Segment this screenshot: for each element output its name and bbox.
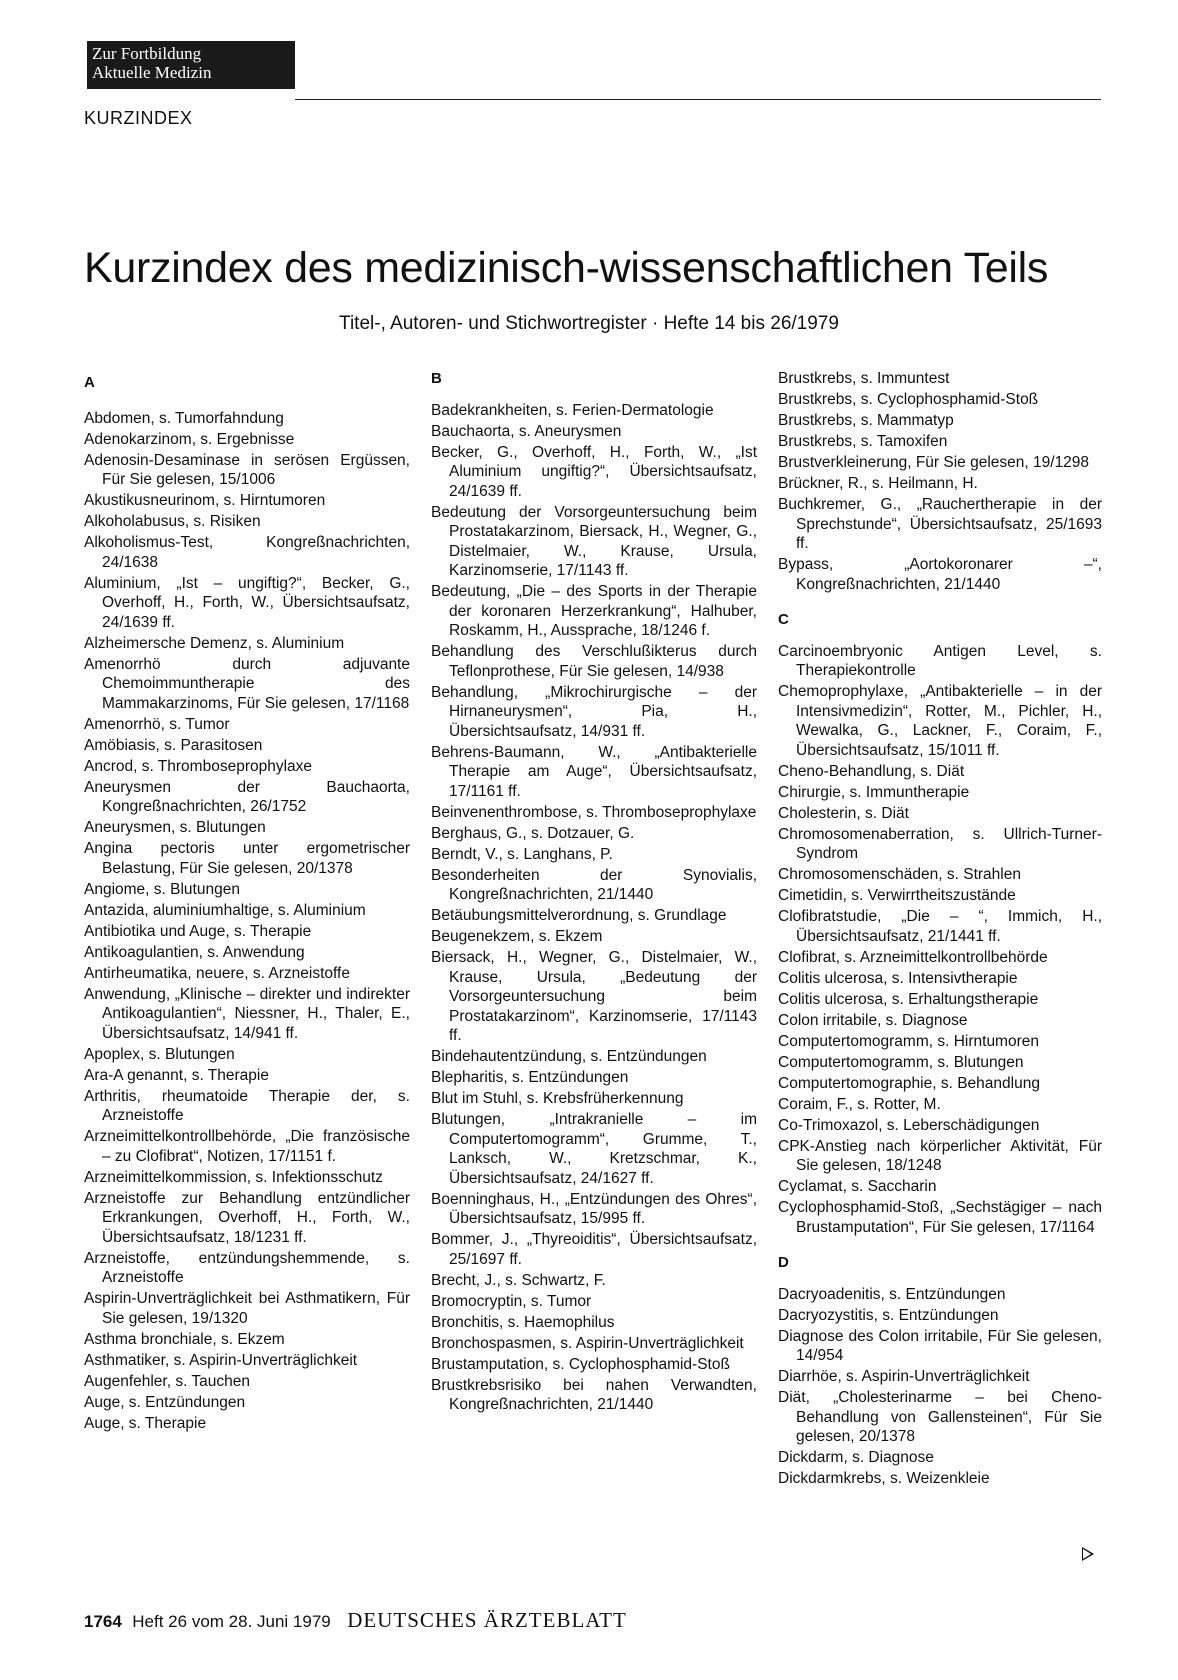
index-entry: Computertomogramm, s. Hirntumoren [778,1032,1039,1050]
index-entry: Abdomen, s. Tumorfahndung [84,409,284,427]
index-entry: Cyclophosphamid-Stoß, „Sechstägiger – nach Brustamputation“, Für Sie gelesen, 17/1164 [778,1199,1102,1236]
index-entry: Chemoprophylaxe, „Antibakterielle – in der Intensivmedizin“, Rotter, M., Pichler, H., Wewalka, G., Lackner, F., Coraim, F., Übersichtsaufsatz, 15/1011 ff. [778,683,1102,759]
index-entry: Blut im Stuhl, s. Krebsfrüherkennung [431,1090,684,1107]
index-entry: Aspirin-Unverträglichkeit bei Asthmatikern, Für Sie gelesen, 19/1320 [84,1290,410,1327]
index-entry: Diagnose des Colon irritabile, Für Sie gelesen, 14/954 [778,1327,1102,1364]
index-entry: Adenosin-Desaminase in serösen Ergüssen, Für Sie gelesen, 15/1006 [84,451,410,488]
index-entry: Carcinoembryonic Antigen Level, s. Therapiekontrolle [778,642,1102,679]
index-entry: Clofibrat, s. Arzneimittelkontrollbehörde [778,948,1048,966]
header-box-line-1: Zur Fortbildung [92,44,202,63]
index-entry: Ancrod, s. Thromboseprophylaxe [84,757,313,775]
index-entry: Computertomogramm, s. Blutungen [778,1053,1024,1071]
index-entry: Behandlung, „Mikrochirurgische – der Hirnaneurysmen“, Pia, H., Übersichtsaufsatz, 14/931 ff. [431,683,757,740]
index-entry: Beinvenenthrombose, s. Thromboseprophylaxe [431,803,757,821]
index-entry: Brustkrebs, s. Tamoxifen [778,433,948,450]
index-entry: Arzneimittelkommission, s. Infektionsschutz [84,1168,383,1186]
index-entry: Brecht, J., s. Schwartz, F. [431,1271,606,1289]
index-entry: Bedeutung der Vorsorgeuntersuchung beim Prostatakarzinom, Biersack, H., Wegner, G., Distelmaier, W., Krause, Ursula, Karzinomserie, 17/1143 ff. [431,503,757,579]
index-entry: Behandlung des Verschlußikterus durch Teflonprothese, Für Sie gelesen, 14/938 [431,643,757,680]
index-entry: Brustkrebsrisiko bei nahen Verwandten, Kongreßnachrichten, 21/1440 [431,1376,757,1413]
index-letter-heading: A [84,374,95,391]
index-column-1 [84,373,410,1435]
index-letter-heading: D [778,1254,789,1271]
index-entry: Augenfehler, s. Tauchen [84,1372,251,1390]
index-entry: Cimetidin, s. Verwirrtheitszustände [778,887,1016,904]
page-footer [84,1608,627,1633]
index-column-3 [778,369,1102,1490]
index-entry: Antibiotika und Auge, s. Therapie [84,922,312,940]
index-entry: Antazida, aluminiumhaltige, s. Aluminium [84,901,366,919]
index-entry: Amenorrhö durch adjuvante Chemoimmuntherapie des Mammakarzinoms, Für Sie gelesen, 17/1168 [84,655,410,712]
index-entry: Aluminium, „Ist – ungiftig?“, Becker, G., Overhoff, H., Forth, W., Übersichtsaufsatz, 24/1639 ff. [84,574,410,631]
header-rule [295,99,1101,100]
index-entry: Brustkrebs, s. Immuntest [778,370,950,387]
page-title: Kurzindex des medizinisch-wissenschaftlichen Teils [84,244,1049,292]
index-entry: Antikoagulantien, s. Anwendung [84,943,305,961]
index-entry: Adenokarzinom, s. Ergebnisse [84,430,295,448]
index-entry: Bindehautentzündung, s. Entzündungen [431,1048,707,1065]
index-entry: Auge, s. Entzündungen [84,1393,246,1411]
index-entry: Colitis ulcerosa, s. Erhaltungstherapie [778,990,1039,1008]
index-entry: Brustkrebs, s. Mammatyp [778,412,954,429]
index-entry: Apoplex, s. Blutungen [84,1045,235,1063]
index-entry: Dickdarm, s. Diagnose [778,1449,934,1466]
index-entry: Bauchaorta, s. Aneurysmen [431,422,622,440]
index-entry: Auge, s. Therapie [84,1414,207,1432]
index-entry: Angina pectoris unter ergometrischer Belastung, Für Sie gelesen, 20/1378 [84,840,410,877]
index-entry: Bromocryptin, s. Tumor [431,1292,592,1310]
index-entry: Bronchospasmen, s. Aspirin-Unverträglichkeit [431,1334,744,1352]
index-entry: Co-Trimoxazol, s. Leberschädigungen [778,1116,1040,1134]
index-entry: Computertomographie, s. Behandlung [778,1074,1040,1092]
index-entry: Dacryoadenitis, s. Entzündungen [778,1285,1006,1303]
index-entry: Chirurgie, s. Immuntherapie [778,783,970,801]
header-box [87,41,295,89]
index-entry: Colon irritabile, s. Diagnose [778,1011,968,1029]
index-entry: Buchkremer, G., „Rauchertherapie in der Sprechstunde“, Übersichtsaufsatz, 25/1693 ff. [778,496,1102,552]
index-entry: Dacryozystitis, s. Entzündungen [778,1306,999,1324]
index-entry: Asthmatiker, s. Aspirin-Unverträglichkeit [84,1351,358,1369]
index-entry: Betäubungsmittelverordnung, s. Grundlage [431,907,727,924]
index-entry: Alzheimersche Demenz, s. Aluminium [84,634,345,652]
index-entry: Cholesterin, s. Diät [778,804,909,822]
index-entry: Arzneimittelkontrollbehörde, „Die französische – zu Clofibrat“, Notizen, 17/1151 f. [84,1128,410,1165]
index-entry: Diarrhöe, s. Aspirin-Unverträglichkeit [778,1368,1030,1385]
index-entry: Anwendung, „Klinische – direkter und indirekter Antikoagulantien“, Niessner, H., Thaler, E., Übersichtsaufsatz, 14/941 ff. [84,985,410,1042]
index-entry: Chromosomenschäden, s. Strahlen [778,866,1021,883]
section-label: KURZINDEX [84,108,193,128]
index-entry: Bommer, J., „Thyreoiditis“, Übersichtsaufsatz, 25/1697 ff. [431,1231,757,1268]
index-entry: Arthritis, rheumatoide Therapie der, s. Arzneistoffe [84,1087,410,1124]
index-entry: Cheno-Behandlung, s. Diät [778,762,965,780]
index-entry: Brustamputation, s. Cyclophosphamid-Stoß [431,1355,730,1373]
index-entry: Berghaus, G., s. Dotzauer, G. [431,824,635,842]
index-entry: Amöbiasis, s. Parasitosen [84,736,263,754]
index-entry: Arzneistoffe zur Behandlung entzündlicher Erkrankungen, Overhoff, H., Forth, W., Übersichtsaufsatz, 18/1231 ff. [84,1189,410,1246]
index-entry: Arzneistoffe, entzündungshemmende, s. Arzneistoffe [84,1249,410,1286]
index-entry: CPK-Anstieg nach körperlicher Aktivität, Für Sie gelesen, 18/1248 [778,1137,1102,1174]
index-entry: Aneurysmen der Bauchaorta, Kongreßnachrichten, 26/1752 [84,778,410,815]
index-entry: Dickdarmkrebs, s. Weizenkleie [778,1470,990,1487]
index-entry: Asthma bronchiale, s. Ekzem [84,1330,285,1348]
index-entry: Brückner, R., s. Heilmann, H. [778,475,978,492]
index-entry: Antirheumatika, neuere, s. Arzneistoffe [84,964,350,982]
index-entry: Ara-A genannt, s. Therapie [84,1066,269,1084]
index-entry: Colitis ulcerosa, s. Intensivtherapie [778,969,1018,987]
index-entry: Biersack, H., Wegner, G., Distelmaier, W., Krause, Ursula, „Bedeutung der Vorsorgeuntersuchung beim Prostatakarzinom“, Karzinomserie, 17/1143 ff. [431,949,757,1044]
page-number: 1764 [84,1612,122,1631]
journal-name: DEUTSCHES ÄRZTEBLATT [347,1608,627,1632]
index-entry: Bedeutung, „Die – des Sports in der Therapie der koronaren Herzerkrankung“, Halhuber, Roskamm, H., Aussprache, 18/1246 f. [431,583,757,639]
index-entry: Coraim, F., s. Rotter, M. [778,1095,941,1113]
index-entry: Alkoholismus-Test, Kongreßnachrichten, 24/1638 [84,534,410,571]
index-entry: Brustverkleinerung, Für Sie gelesen, 19/1298 [778,454,1090,471]
index-entry: Badekrankheiten, s. Ferien-Dermatologie [431,401,714,419]
index-column-2 [431,369,757,1416]
index-entry: Becker, G., Overhoff, H., Forth, W., „Ist Aluminium ungiftig?“, Übersichtsaufsatz, 24/1639 ff. [431,443,757,500]
index-entry: Brustkrebs, s. Cyclophosphamid-Stoß [778,391,1039,408]
index-entry: Chromosomenaberration, s. Ullrich-Turner-Syndrom [778,825,1102,862]
index-entry: Boenninghaus, H., „Entzündungen des Ohres“, Übersichtsaufsatz, 15/995 ff. [431,1190,757,1227]
index-entry: Blepharitis, s. Entzündungen [431,1069,629,1086]
index-entry: Berndt, V., s. Langhans, P. [431,845,613,863]
index-letter-heading: B [431,370,442,387]
continue-triangle-icon [1082,1547,1094,1561]
page-subtitle: Titel-, Autoren- und Stichwortregister · Hefte 14 bis 26/1979 [339,313,839,334]
index-letter-heading: C [778,611,789,628]
index-entry: Diät, „Cholesterinarme – bei Cheno-Behandlung von Gallensteinen“, Für Sie gelesen, 20/1378 [778,1389,1102,1445]
index-entry: Behrens-Baumann, W., „Antibakterielle Therapie am Auge“, Übersichtsaufsatz, 17/1161 ff. [431,743,757,800]
index-entry: Alkoholabusus, s. Risiken [84,513,261,530]
issue-info: Heft 26 vom 28. Juni 1979 [132,1612,331,1631]
index-entry: Bronchitis, s. Haemophilus [431,1313,615,1331]
index-entry: Besonderheiten der Synovialis, Kongreßnachrichten, 21/1440 [431,866,757,903]
index-entry: Akustikusneurinom, s. Hirntumoren [84,492,326,509]
index-entry: Angiome, s. Blutungen [84,880,240,898]
index-entry: Aneurysmen, s. Blutungen [84,819,266,836]
index-entry: Clofibratstudie, „Die – “, Immich, H., Übersichtsaufsatz, 21/1441 ff. [778,908,1102,945]
index-entry: Bypass, „Aortokoronarer –“, Kongreßnachrichten, 21/1440 [778,556,1102,593]
index-entry: Beugenekzem, s. Ekzem [431,928,603,945]
header-box-line-2: Aktuelle Medizin [92,63,212,82]
index-entry: Cyclamat, s. Saccharin [778,1178,937,1195]
index-entry: Blutungen, „Intrakranielle – im Computertomogramm“, Grumme, T., Lanksch, W., Kretzschmar, K., Übersichtsaufsatz, 24/1627 ff. [431,1111,757,1187]
index-entry: Amenorrhö, s. Tumor [84,715,230,733]
